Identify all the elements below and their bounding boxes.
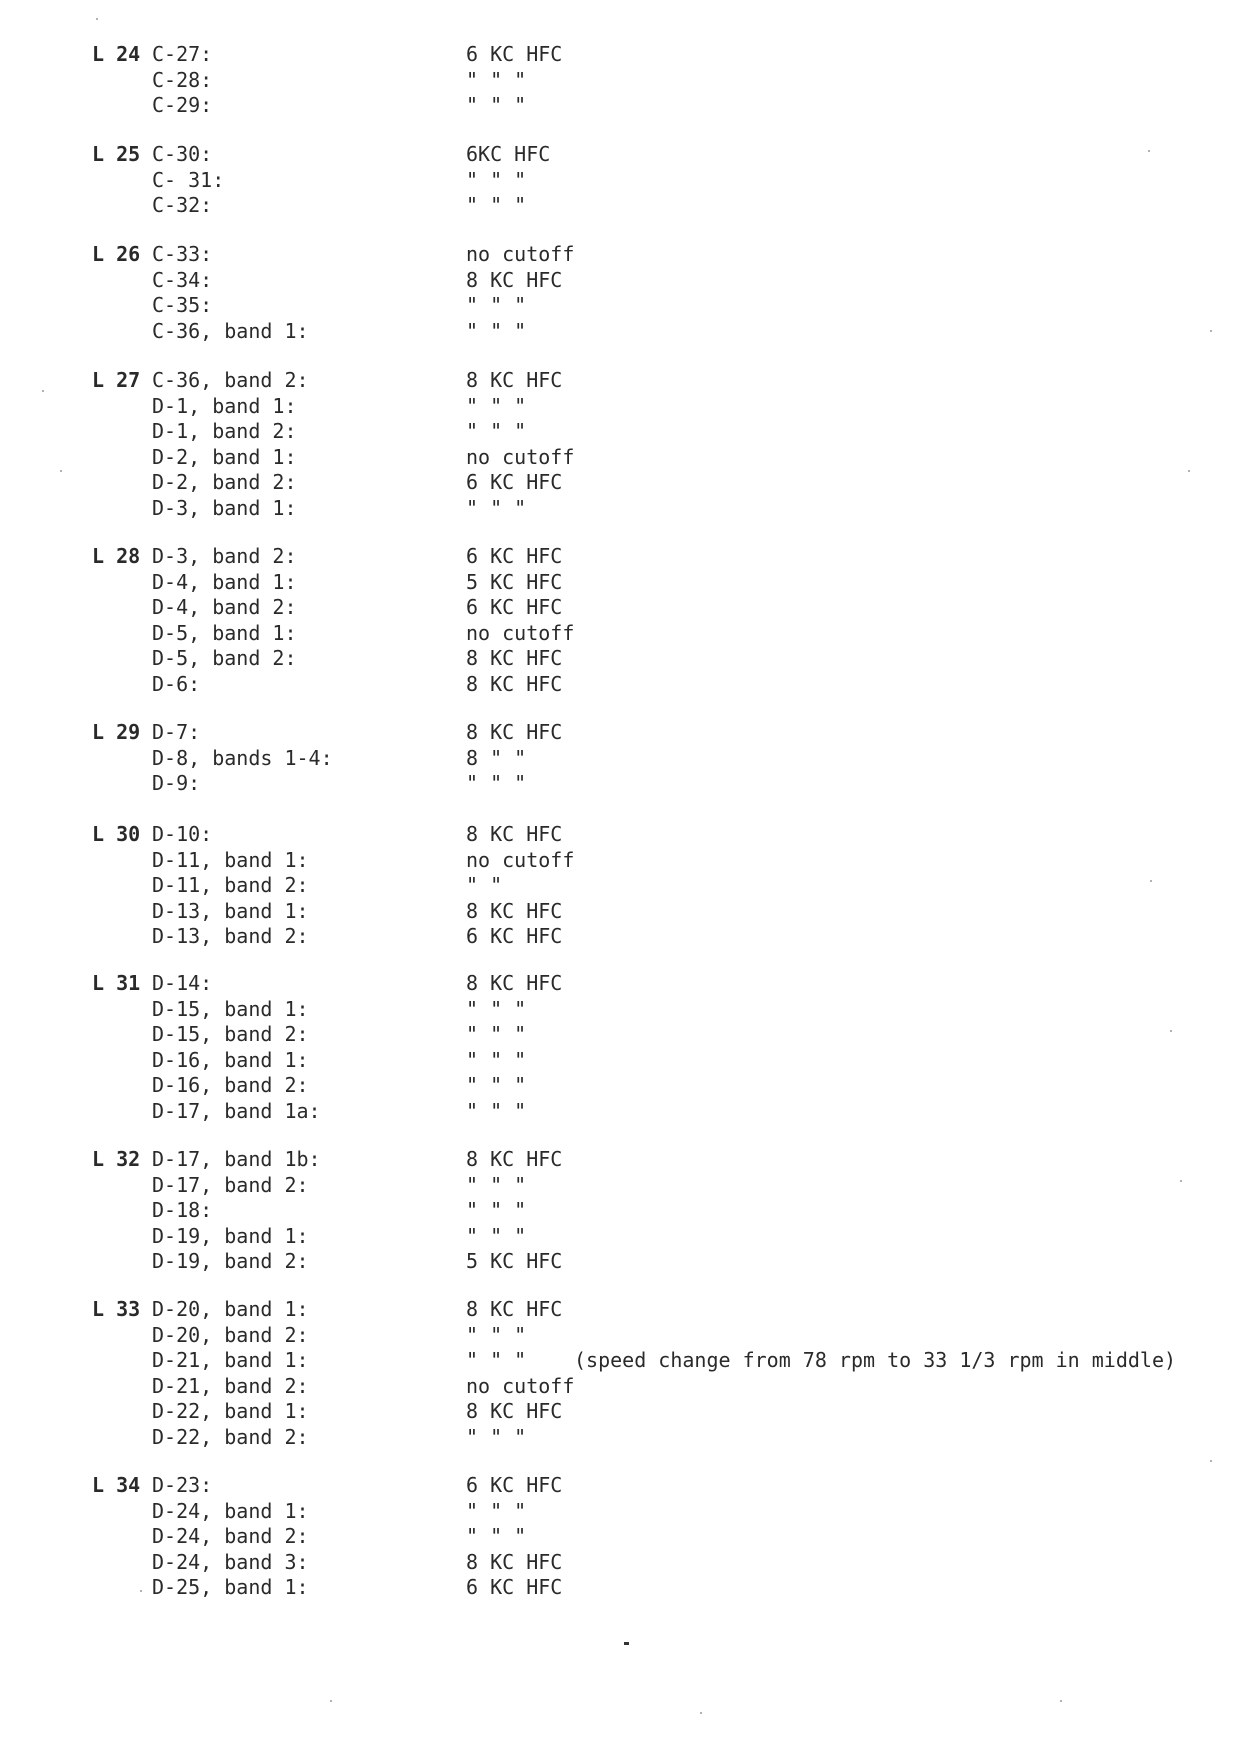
filter-setting: " " " xyxy=(466,1022,527,1046)
disc-band-label: D-16, band 2: xyxy=(152,1073,309,1097)
filter-setting: 8 KC HFC xyxy=(466,671,563,696)
disc-band-label: D-16, band 1: xyxy=(152,1047,309,1072)
filter-setting: no cutoff xyxy=(466,847,575,872)
filter-setting: 5 KC HFC xyxy=(466,569,563,594)
filter-setting: " " " xyxy=(466,1524,527,1548)
disc-band-label: D-20, band 2: xyxy=(152,1322,309,1347)
list-item xyxy=(0,771,1240,797)
list-item xyxy=(0,848,1240,874)
reel-label: L 33 xyxy=(92,1297,141,1321)
filter-setting: 6 KC HFC xyxy=(466,595,563,619)
list-item xyxy=(0,93,1240,119)
disc-band-label: D-14: xyxy=(152,971,213,995)
disc-band-label: D-21, band 2: xyxy=(152,1373,309,1398)
reel-label: L 31 xyxy=(92,971,141,995)
list-item xyxy=(0,42,1240,68)
speed-change-note: (speed change from 78 rpm to 33 1/3 rpm in middle) xyxy=(574,1348,1177,1372)
list-item xyxy=(0,1048,1240,1074)
disc-band-label: D-5, band 2: xyxy=(152,646,297,670)
disc-band-label: D-22, band 1: xyxy=(152,1399,309,1423)
disc-band-label: C-27: xyxy=(152,42,213,66)
disc-band-label: D-24, band 2: xyxy=(152,1524,309,1548)
filter-setting: no cutoff xyxy=(466,444,575,469)
filter-setting: " " " xyxy=(466,1322,527,1347)
disc-band-label: D-17, band 1b: xyxy=(152,1147,321,1171)
filter-setting: " " " xyxy=(466,167,527,192)
filter-setting: 6KC HFC xyxy=(466,142,551,166)
list-item xyxy=(0,1473,1240,1499)
filter-setting: " " " xyxy=(466,193,527,217)
scan-speck xyxy=(42,390,44,392)
filter-setting: " " xyxy=(466,873,503,897)
scan-speck xyxy=(1150,880,1152,882)
filter-setting: " " " xyxy=(466,1172,527,1197)
filter-setting: 8 KC HFC xyxy=(466,898,563,923)
reel-label: L 28 xyxy=(92,544,141,568)
list-item xyxy=(0,1550,1240,1576)
filter-setting: 8 KC HFC xyxy=(466,267,563,292)
list-item xyxy=(0,268,1240,294)
list-item xyxy=(0,1524,1240,1550)
scan-speck xyxy=(1210,330,1212,332)
disc-band-label: D-25, band 1: xyxy=(152,1575,309,1599)
reel-group xyxy=(0,1147,1240,1275)
disc-band-label: D-1, band 1: xyxy=(152,393,297,418)
disc-band-label: D-23: xyxy=(152,1473,213,1497)
disc-band-label: D-19, band 2: xyxy=(152,1249,309,1273)
reel-label: L 24 xyxy=(92,42,141,66)
disc-band-label: C-35: xyxy=(152,293,213,317)
disc-band-label: D-24, band 1: xyxy=(152,1498,309,1523)
filter-setting: " " " xyxy=(466,67,527,92)
disc-band-label: C-30: xyxy=(152,142,213,166)
list-item xyxy=(0,924,1240,950)
scan-speck xyxy=(1188,470,1190,472)
filter-setting: 8 KC HFC xyxy=(466,1399,563,1423)
disc-band-label: C-32: xyxy=(152,193,213,217)
reel-group xyxy=(0,1297,1240,1450)
filter-setting: 8 " " xyxy=(466,745,527,770)
list-item xyxy=(0,1297,1240,1323)
reel-group xyxy=(0,971,1240,1124)
list-item xyxy=(0,720,1240,746)
filter-setting: 6 KC HFC xyxy=(466,1473,563,1497)
reel-label: L 30 xyxy=(92,822,141,846)
stray-mark xyxy=(624,1642,629,1645)
disc-band-label: D-15, band 2: xyxy=(152,1022,309,1046)
list-item xyxy=(0,873,1240,899)
scan-speck xyxy=(140,1590,142,1592)
list-item xyxy=(0,368,1240,394)
reel-group xyxy=(0,42,1240,119)
list-item xyxy=(0,1575,1240,1601)
filter-setting: " " " xyxy=(466,495,527,520)
filter-setting: " " " xyxy=(466,93,527,117)
disc-band-label: C-33: xyxy=(152,242,213,266)
filter-setting: 8 KC HFC xyxy=(466,646,563,670)
filter-setting: " " " xyxy=(466,293,527,317)
scan-speck xyxy=(330,1700,332,1702)
filter-setting: 6 KC HFC xyxy=(466,470,563,494)
disc-band-label: C- 31: xyxy=(152,167,225,192)
reel-group xyxy=(0,544,1240,697)
disc-band-label: D-17, band 1a: xyxy=(152,1098,321,1123)
disc-band-label: D-7: xyxy=(152,720,201,744)
filter-setting: 8 KC HFC xyxy=(466,971,563,995)
list-item xyxy=(0,1173,1240,1199)
filter-setting: " " " xyxy=(466,771,527,795)
filter-setting: 8 KC HFC xyxy=(466,368,563,392)
list-item xyxy=(0,822,1240,848)
filter-setting: 6 KC HFC xyxy=(466,544,563,568)
filter-setting: 6 KC HFC xyxy=(466,924,563,948)
scan-speck xyxy=(60,470,62,472)
filter-setting: " " " xyxy=(466,1198,527,1222)
disc-band-label: D-18: xyxy=(152,1198,213,1222)
reel-label: L 26 xyxy=(92,242,141,266)
reel-group xyxy=(0,822,1240,950)
list-item xyxy=(0,142,1240,168)
disc-band-label: C-29: xyxy=(152,93,213,117)
list-item xyxy=(0,242,1240,268)
list-item xyxy=(0,1198,1240,1224)
disc-band-label: D-8, bands 1-4: xyxy=(152,745,333,770)
list-item xyxy=(0,1323,1240,1349)
scan-speck xyxy=(96,18,98,20)
filter-setting: " " " xyxy=(466,996,527,1021)
list-item xyxy=(0,419,1240,445)
disc-band-label: D-4, band 2: xyxy=(152,595,297,619)
disc-band-label: C-28: xyxy=(152,67,213,92)
reel-label: L 34 xyxy=(92,1473,141,1497)
list-item xyxy=(0,394,1240,420)
list-item xyxy=(0,293,1240,319)
list-item xyxy=(0,971,1240,997)
disc-band-label: C-34: xyxy=(152,267,213,292)
list-item xyxy=(0,319,1240,345)
list-item xyxy=(0,570,1240,596)
filter-setting: " " " xyxy=(466,1348,527,1372)
filter-setting: " " " xyxy=(466,1498,527,1523)
disc-band-label: D-3, band 1: xyxy=(152,495,297,520)
filter-setting: " " " xyxy=(466,1424,527,1449)
reel-group xyxy=(0,142,1240,219)
disc-band-label: D-10: xyxy=(152,822,213,846)
filter-setting: " " " xyxy=(466,1047,527,1072)
list-item xyxy=(0,997,1240,1023)
filter-setting: " " " xyxy=(466,393,527,418)
list-item xyxy=(0,899,1240,925)
list-item xyxy=(0,595,1240,621)
disc-band-label: D-13, band 2: xyxy=(152,924,309,948)
list-item xyxy=(0,1249,1240,1275)
disc-band-label: D-11, band 1: xyxy=(152,847,309,872)
filter-setting: no cutoff xyxy=(466,242,575,266)
reel-label: L 32 xyxy=(92,1147,141,1171)
scan-speck xyxy=(1170,1030,1172,1032)
scan-speck xyxy=(1210,1460,1212,1462)
filter-setting: 5 KC HFC xyxy=(466,1249,563,1273)
disc-band-label: C-36, band 2: xyxy=(152,368,309,392)
list-item xyxy=(0,544,1240,570)
list-item xyxy=(0,1348,1240,1374)
reel-label: L 25 xyxy=(92,142,141,166)
disc-band-label: D-21, band 1: xyxy=(152,1348,309,1372)
disc-band-label: D-3, band 2: xyxy=(152,544,297,568)
disc-band-label: D-13, band 1: xyxy=(152,898,309,923)
disc-band-label: D-22, band 2: xyxy=(152,1424,309,1449)
list-item xyxy=(0,1099,1240,1125)
list-item xyxy=(0,1399,1240,1425)
list-item xyxy=(0,1425,1240,1451)
list-item xyxy=(0,193,1240,219)
list-item xyxy=(0,746,1240,772)
disc-band-label: D-2, band 2: xyxy=(152,470,297,494)
list-item xyxy=(0,1022,1240,1048)
reel-group xyxy=(0,368,1240,521)
list-item xyxy=(0,1073,1240,1099)
list-item xyxy=(0,672,1240,698)
filter-setting: " " " xyxy=(466,1098,527,1123)
disc-band-label: D-5, band 1: xyxy=(152,620,297,645)
disc-band-label: D-9: xyxy=(152,771,201,795)
reel-label: L 27 xyxy=(92,368,141,392)
disc-band-label: C-36, band 1: xyxy=(152,318,309,343)
list-item xyxy=(0,445,1240,471)
filter-setting: 8 KC HFC xyxy=(466,1549,563,1574)
filter-setting: " " " xyxy=(466,1073,527,1097)
list-item xyxy=(0,1224,1240,1250)
disc-band-label: D-20, band 1: xyxy=(152,1297,309,1321)
disc-band-label: D-17, band 2: xyxy=(152,1172,309,1197)
scan-speck xyxy=(700,1712,702,1714)
filter-setting: 8 KC HFC xyxy=(466,1147,563,1171)
disc-band-label: D-11, band 2: xyxy=(152,873,309,897)
disc-band-label: D-24, band 3: xyxy=(152,1549,309,1574)
reel-label: L 29 xyxy=(92,720,141,744)
filter-setting: 8 KC HFC xyxy=(466,822,563,846)
filter-setting: 8 KC HFC xyxy=(466,1297,563,1321)
list-item xyxy=(0,1499,1240,1525)
disc-band-label: D-4, band 1: xyxy=(152,569,297,594)
list-item xyxy=(0,646,1240,672)
scan-speck xyxy=(1148,150,1150,152)
disc-band-label: D-1, band 2: xyxy=(152,419,297,443)
reel-group xyxy=(0,1473,1240,1601)
scan-speck xyxy=(1060,1700,1062,1702)
list-item xyxy=(0,1374,1240,1400)
filter-setting: 6 KC HFC xyxy=(466,1575,563,1599)
disc-band-label: D-15, band 1: xyxy=(152,996,309,1021)
reel-group xyxy=(0,242,1240,344)
disc-band-label: D-6: xyxy=(152,671,201,696)
disc-band-label: D-19, band 1: xyxy=(152,1223,309,1248)
filter-setting: 6 KC HFC xyxy=(466,42,563,66)
filter-setting: " " " xyxy=(466,419,527,443)
list-item xyxy=(0,168,1240,194)
filter-setting: " " " xyxy=(466,1223,527,1248)
filter-setting: no cutoff xyxy=(466,1373,575,1398)
disc-band-label: D-2, band 1: xyxy=(152,444,297,469)
list-item xyxy=(0,470,1240,496)
filter-setting: " " " xyxy=(466,318,527,343)
scan-speck xyxy=(1180,1180,1182,1182)
filter-setting: no cutoff xyxy=(466,620,575,645)
list-item xyxy=(0,1147,1240,1173)
filter-setting: 8 KC HFC xyxy=(466,720,563,744)
list-item xyxy=(0,68,1240,94)
list-item xyxy=(0,621,1240,647)
list-item xyxy=(0,496,1240,522)
reel-group xyxy=(0,720,1240,797)
